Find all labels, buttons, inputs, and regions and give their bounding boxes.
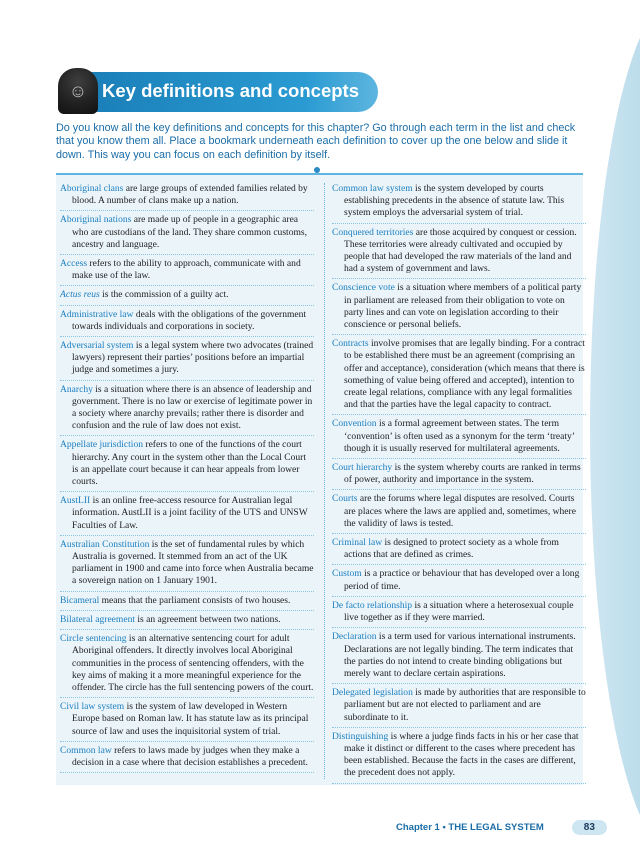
definition-body: is the system whereby courts are ranked in terms of power, authority and importance in the system. — [344, 462, 581, 486]
definition-body: refers to laws made by judges when they make a decision in a case where that decision establishes a precedent. — [72, 744, 308, 768]
definition-entry — [60, 382, 314, 437]
definition-entry — [60, 307, 314, 337]
section-header — [58, 68, 359, 114]
definition-term: Common law — [60, 744, 112, 756]
definition-term: Australian Constitution — [60, 538, 150, 550]
definition-text — [332, 418, 586, 455]
definition-term: Circle sentencing — [60, 633, 127, 645]
definition-entry — [60, 181, 314, 211]
definition-text — [60, 289, 314, 301]
definition-body: refers to one of the functions of the court hierarchy. Any court in the system other than the Local Court is an appellate court because it can hear appeals from lower courts. — [72, 439, 307, 488]
definition-body: is the commission of a guilty act. — [99, 289, 229, 301]
definition-body: is made by authorities that are responsible to parliament but are not elected to parliament and are subordinate to it. — [344, 687, 586, 723]
definition-entry — [60, 537, 314, 592]
definition-body: is a situation where a heterosexual couple live together as if they were married. — [344, 599, 574, 624]
definition-entry — [332, 225, 586, 280]
definition-body: refers to the ability to approach, communicate with and make use of the law. — [72, 258, 301, 282]
definition-body: is the set of fundamental rules by which Australia is governed. It stemmed from an act of the UK parliament in 1900 and came into force when Australia became a sovereign nation on 1 January 1901. — [72, 538, 314, 587]
definition-text — [332, 183, 586, 220]
definition-text — [60, 633, 314, 694]
definition-body: deals with the obligations of the government towards individuals and corporations in society. — [72, 308, 307, 332]
definitions-column-right — [332, 181, 586, 785]
definition-term: Conquered territories — [332, 226, 414, 238]
definition-body: is the system of law developed in Western Europe based on Roman law. It has statute law as its principal source of law and uses the inquisitorial system of trial. — [72, 701, 309, 737]
definition-text — [60, 214, 314, 251]
definition-term: Anarchy — [60, 383, 93, 395]
definition-term: Convention — [332, 418, 377, 430]
definition-text — [60, 701, 314, 738]
definition-term: Aboriginal nations — [60, 214, 132, 226]
definition-body: is the system developed by courts establishing precedents in the absence of statute law. This system employs the adversarial system of trial. — [344, 183, 565, 219]
definition-text — [332, 537, 586, 561]
definition-entry — [60, 612, 314, 630]
definition-text — [60, 495, 314, 532]
definition-term: Custom — [332, 568, 362, 580]
definition-term: Courts — [332, 493, 358, 505]
definition-entry — [332, 535, 586, 565]
definition-text — [60, 183, 314, 207]
definition-entry — [60, 593, 314, 611]
definition-body: are those acquired by conquest or cession. These territories were already cultivated and occupied by people that had developed the raw materials of the land and had a system of government and laws. — [344, 226, 577, 275]
definition-text — [60, 614, 314, 626]
definition-term: Adversarial system — [60, 340, 134, 352]
definition-text — [332, 631, 586, 680]
definitions-panel — [56, 173, 586, 785]
definition-text — [60, 539, 314, 588]
definition-term: Delegated legislation — [332, 687, 413, 699]
definition-body: is an agreement between two nations. — [135, 613, 281, 625]
page-number: 83 — [572, 820, 607, 835]
definition-term: Distinguishing — [332, 730, 389, 742]
definition-text — [60, 439, 314, 488]
definition-entry — [332, 729, 586, 784]
chapter-label: Chapter 1 • THE LEGAL SYSTEM — [396, 822, 544, 833]
definition-body: is a formal agreement between states. The term ‘convention’ is often used as a synonym for the term ‘treaty’ though it is usually reserved for multilateral agreements. — [344, 418, 575, 454]
definition-entry — [60, 338, 314, 381]
definition-entry — [332, 598, 586, 628]
definition-body: are large groups of extended families related by blood. A number of clans make up a nation. — [72, 183, 308, 207]
definition-text — [60, 340, 314, 377]
definition-entry — [332, 460, 586, 490]
definition-body: is an alternative sentencing court for adult Aboriginal offenders. It directly involves local Aboriginal communities in the process of sentencing offenders, with the key aims of making it a more meaningful experience for the offender. The circle has the full sentencing powers of the court. — [72, 633, 314, 693]
definition-entry — [332, 685, 586, 728]
definition-body: involve promises that are legally binding. For a contract to be established there must be an agreement (comprising an offer and acceptance), consideration (which means that there is something of value being offered and accepted), intention to create legal relations, compliance with any legal formalities and that the parties have the legal capacity to contract. — [344, 338, 585, 411]
definition-term: Bicameral — [60, 594, 100, 606]
definition-entry — [332, 416, 586, 459]
definition-body: is where a judge finds facts in his or her case that make it distinct or different to the cases where precedent has been established. Because the facts in the cases are different, the precedent does not apply. — [344, 730, 579, 779]
definition-entry — [60, 699, 314, 742]
definition-entry — [332, 280, 586, 335]
definition-text — [332, 568, 586, 592]
definition-term: Actus reus — [60, 289, 100, 301]
definition-entry — [332, 629, 586, 684]
page-footer — [396, 820, 607, 835]
definition-term: Contracts — [332, 338, 369, 350]
definition-body: is a situation where members of a political party in parliament are released from their obligation to vote on party lines and can vote on legislation according to their conscience or personal beliefs. — [344, 282, 582, 331]
definition-body: is a term used for various international instruments. Declarations are not legally binding. The term indicates that the parties do not intend to create binding obligations but merely want to declare certain aspirations. — [344, 631, 576, 679]
definition-term: Administrative law — [60, 308, 134, 320]
definition-entry — [60, 631, 314, 698]
definition-text — [332, 731, 586, 780]
definition-entry — [60, 287, 314, 305]
definition-entry — [60, 256, 314, 286]
definition-entry — [60, 493, 314, 536]
definition-term: Appellate jurisdiction — [60, 439, 143, 451]
definition-entry — [332, 491, 586, 534]
definition-body: are made up of people in a geographic area who are custodians of the land. They share common customs, ancestry and language. — [72, 214, 307, 250]
intro-paragraph: Do you know all the key definitions and concepts for this chapter? Go through each term in the list and check that you know them all. Place a bookmark underneath each definition to cover up the one below and slide it down. This way you can focus on each definition by itself. — [56, 122, 576, 161]
definition-text — [332, 282, 586, 331]
definition-term: Criminal law — [332, 537, 383, 549]
definition-term: Aboriginal clans — [60, 183, 124, 194]
definition-term: Conscience vote — [332, 282, 395, 294]
definition-entry — [332, 181, 586, 224]
definition-term: Civil law system — [60, 701, 125, 713]
definition-body: is a situation where there is an absence of leadership and government. There is no law or exercise of legitimate power in a society where anarchy prevails; rather there is disorder and confusion and the rule of law does not exist. — [72, 383, 313, 432]
page-title: Key definitions and concepts — [102, 80, 359, 101]
definitions-column-left — [60, 181, 314, 774]
page-edge-decoration — [590, 0, 640, 853]
definition-entry — [332, 566, 586, 596]
definition-text — [60, 258, 314, 282]
definition-text — [332, 687, 586, 724]
definition-body: means that the parliament consists of two houses. — [99, 594, 291, 606]
definition-term: Court hierarchy — [332, 462, 393, 474]
definition-text — [60, 384, 314, 433]
definition-body: is designed to protect society as a whole from actions that are defined as crimes. — [344, 537, 559, 561]
definition-text — [60, 595, 314, 607]
definition-term: AustLII — [60, 495, 91, 507]
definition-term: Access — [60, 258, 88, 270]
definition-term: De facto relationship — [332, 599, 413, 611]
definition-body: is a legal system where two advocates (trained lawyers) represent their parties’ positions before an impartial judge and sometimes a jury. — [72, 340, 314, 376]
definition-term: Common law system — [332, 183, 413, 194]
definition-body: is an online free-access resource for Australian legal information. AustLII is a joint facility of the UTS and UNSW Faculties of Law. — [72, 495, 308, 531]
definition-body: is a practice or behaviour that has developed over a long period of time. — [344, 568, 580, 592]
definition-entry — [332, 336, 586, 415]
definition-text — [60, 309, 314, 333]
definition-text — [332, 227, 586, 276]
person-avatar-icon: ☺ — [58, 68, 98, 114]
definition-term: Bilateral agreement — [60, 613, 136, 625]
column-divider — [324, 183, 325, 779]
definition-text — [60, 745, 314, 769]
definition-text — [332, 600, 586, 624]
definition-term: Declaration — [332, 631, 377, 643]
definition-text — [332, 462, 586, 486]
definition-entry — [60, 212, 314, 255]
definition-entry — [60, 437, 314, 492]
definition-entry — [60, 743, 314, 773]
definition-body: are the forums where legal disputes are resolved. Courts are places where the laws are applied and, sometimes, where the validity of laws is tested. — [344, 493, 576, 529]
definition-text — [332, 338, 586, 411]
definition-text — [332, 493, 586, 530]
